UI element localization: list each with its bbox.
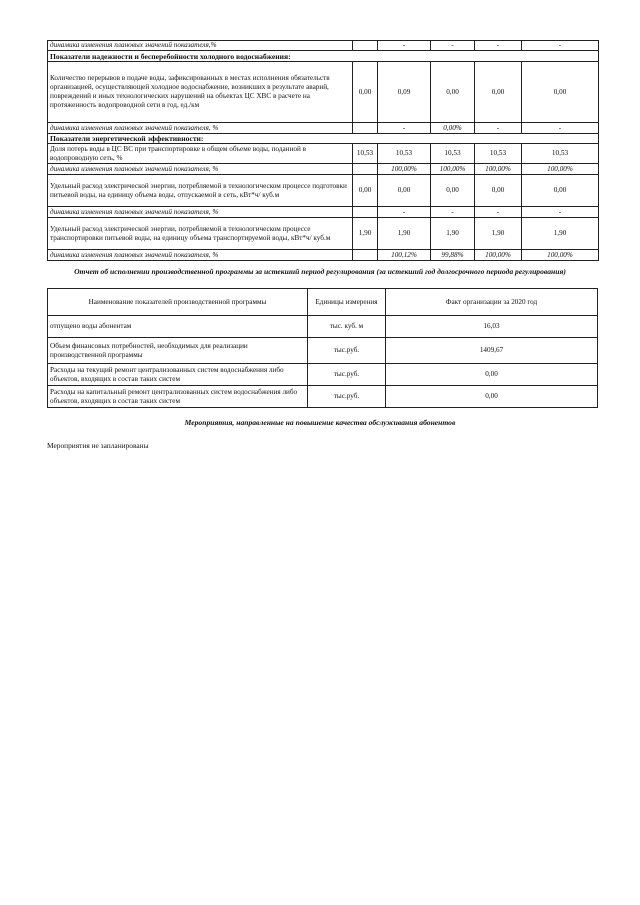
measures-heading: Мероприятия, направленные на повышение качества обслуживания абонентов [184, 418, 456, 427]
row-value: 1409,67 [386, 338, 598, 364]
program-report-table [47, 288, 598, 408]
header-indicator-name: Наименование показателей производственной программы [48, 289, 308, 316]
row-value: - [475, 123, 522, 134]
row-label: Удельный расход электрической энергии, потребляемой в технологическом процессе транспортировки питьевой воды, на единицу объема транспортируемой воды, кВт*ч/ куб.м [48, 218, 353, 250]
table-row [48, 62, 599, 123]
row-value [353, 41, 378, 51]
row-value: 99,88% [431, 250, 475, 261]
report-heading: Отчет об исполнении производственной программы за истекший период регулирования (за истекший год долгосрочного периода регулирования) [74, 267, 566, 276]
row-unit: тыс.руб. [308, 338, 386, 364]
dynamics-row [48, 123, 599, 134]
row-value: 100,00% [378, 164, 431, 175]
row-name: отпущено воды абонентам [48, 316, 308, 338]
row-value: 0,00 [378, 175, 431, 207]
row-value: 0,00 [353, 175, 378, 207]
row-value: 100,00% [522, 250, 599, 261]
row-unit: тыс. куб. м [308, 316, 386, 338]
row-value: - [522, 41, 599, 51]
section-title: Показатели энергетической эффективности: [48, 134, 599, 144]
row-value: - [378, 41, 431, 51]
row-value: 10,53 [475, 144, 522, 164]
row-value: 16,03 [386, 316, 598, 338]
row-value: 0,00 [386, 364, 598, 386]
row-value: 100,00% [431, 164, 475, 175]
section-row [48, 134, 599, 144]
row-name: Объем финансовых потребностей, необходимых для реализации производственной программы [48, 338, 308, 364]
row-value: - [475, 207, 522, 218]
table-row [48, 175, 599, 207]
row-value [353, 207, 378, 218]
row-value: 100,12% [378, 250, 431, 261]
row-label: динамика изменения плановых значений показателя,% [48, 41, 353, 51]
row-value: 10,53 [378, 144, 431, 164]
dynamics-row [48, 164, 599, 175]
row-value: 10,53 [522, 144, 599, 164]
row-value: 1,90 [431, 218, 475, 250]
row-value: 0,00 [475, 62, 522, 123]
row-value: 0,00 [431, 175, 475, 207]
table-row [48, 218, 599, 250]
table-row [48, 386, 598, 408]
row-value [353, 164, 378, 175]
table-row [48, 364, 598, 386]
table-row [48, 338, 598, 364]
row-value: - [475, 41, 522, 51]
row-value: - [378, 207, 431, 218]
row-value: 0,00 [522, 175, 599, 207]
row-unit: тыс.руб. [308, 364, 386, 386]
row-label: динамика изменения плановых значений показателя, % [48, 250, 353, 261]
row-label: Доля потерь воды в ЦС ВС при транспортировке в общем объеме воды, поданной в водопроводную сеть, % [48, 144, 353, 164]
row-value: 0,00 [475, 175, 522, 207]
row-value: 0,00 [431, 62, 475, 123]
dynamics-row [48, 207, 599, 218]
row-value: 0,09 [378, 62, 431, 123]
row-value: 1,90 [378, 218, 431, 250]
row-value [353, 123, 378, 134]
row-value: - [431, 207, 475, 218]
row-value: 100,00% [475, 164, 522, 175]
row-value: - [522, 207, 599, 218]
row-value: 0,00% [431, 123, 475, 134]
indicators-table [47, 40, 599, 261]
row-label: динамика изменения плановых значений показателя, % [48, 207, 353, 218]
row-value: 1,90 [475, 218, 522, 250]
row-value: 0,00 [386, 386, 598, 408]
row-value: - [522, 123, 599, 134]
row-value: - [378, 123, 431, 134]
header-unit: Единицы измерения [308, 289, 386, 316]
dynamics-row [48, 250, 599, 261]
row-name: Расходы на капитальный ремонт централизованных систем водоснабжения либо объектов, входящих в состав таких систем [48, 386, 308, 408]
table-row [48, 144, 599, 164]
section-row [48, 51, 599, 62]
row-value: 0,00 [353, 62, 378, 123]
row-value: 10,53 [353, 144, 378, 164]
row-value [353, 250, 378, 261]
row-value: 100,00% [522, 164, 599, 175]
row-label: динамика изменения плановых значений показателя, % [48, 164, 353, 175]
header-fact-2020: Факт организации за 2020 год [386, 289, 598, 316]
row-unit: тыс.руб. [308, 386, 386, 408]
measures-text: Мероприятия не запланированы [47, 441, 149, 450]
row-value: 0,00 [522, 62, 599, 123]
row-label: Количество перерывов в подаче воды, зафиксированных в местах исполнения обязательств организацией, осуществляющей холодное водоснабжение, возникших в результате аварий, повреждений и иных технологических нарушений на объектах ЦС ХВС в расчете на протяженность водопроводной сети в год, ед./км [48, 62, 353, 123]
row-value: 1,90 [522, 218, 599, 250]
row-value: 100,00% [475, 250, 522, 261]
section-title: Показатели надежности и бесперебойности холодного водоснабжения: [48, 51, 599, 62]
row-name: Расходы на текущий ремонт централизованных систем водоснабжения либо объектов, входящих в состав таких систем [48, 364, 308, 386]
row-value: 10,53 [431, 144, 475, 164]
row-value: - [431, 41, 475, 51]
dynamics-row [48, 41, 599, 51]
table-row [48, 316, 598, 338]
row-label: динамика изменения плановых значений показателя, % [48, 123, 353, 134]
row-value: 1,90 [353, 218, 378, 250]
row-label: Удельный расход электрической энергии, потребляемой в технологическом процессе подготовки питьевой воды, на единицу объема воды, отпускаемой в сеть, кВт*ч/ куб.м [48, 175, 353, 207]
